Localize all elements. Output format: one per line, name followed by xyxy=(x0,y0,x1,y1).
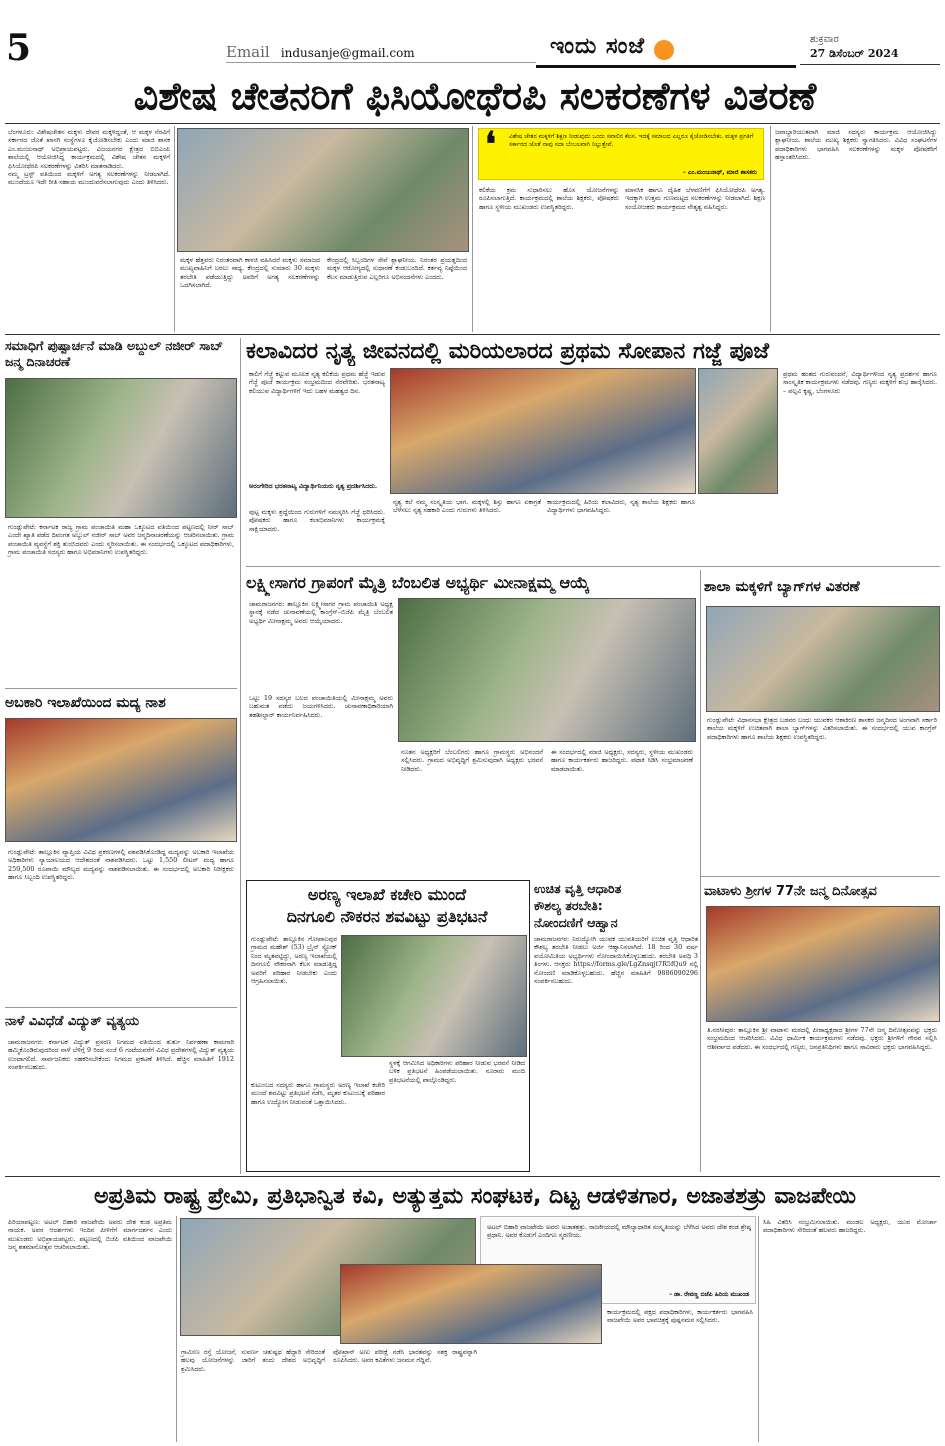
masthead-rule-left xyxy=(226,62,536,63)
vajpayee-quote-text: ಅಟಲ್ ಬಿಹಾರಿ ವಾಜಪೇಯಿ ಅವರು ಅಜಾತಶತ್ರು. ರಾಜಕೀಯದಲ್ಲಿ ಮೌಲ್ಯಾಧಾರಿತ ಸಂಸ್ಕೃತಿಯನ್ನು ಬೆಳೆಸಿದ ಅವರು ದೇಶ ಕಂಡ ಶ್ರೇಷ್ಠ ಪ್ರಧಾನಿ. ಅವರ ಕೊಡುಗೆ ಎಂದಿಗೂ ಸ್ಮರಣೀಯ. xyxy=(487,1223,751,1240)
lead-col6: ಜವಾಬ್ದಾರಿಯುತವಾಗಿ ಮಾಜಿ ಸದಸ್ಯರು ಕಾರ್ಯಕ್ರಮ ಆಯೋಜಿಸಿದ್ದು ಶ್ಲಾಘನೀಯ. ಶಾಲೆಯ ಮುಖ್ಯ ಶಿಕ್ಷಕರು ಸ್ವಾಗತಿಸಿದರು. ವಿವಿಧ ಸಂಘಟನೆಗಳ ಪದಾಧಿಕಾರಿಗಳು ಭಾಗವಹಿಸಿ ಸಲಕರಣೆಗಳನ್ನು ಮಕ್ಕಳ ಪೋಷಕರಿಗೆ ಹಸ್ತಾಂತರಿಸಿದರು. xyxy=(775,128,937,162)
dance-photo-stage xyxy=(698,368,778,494)
excise-headline: ಅಬಕಾರಿ ಇಲಾಖೆಯಿಂದ ಮದ್ಯ ನಾಶ xyxy=(5,695,166,711)
vajpayee-quote-author: – ಡಾ. ರೇವಣ್ಣ ಬಿಜೆಪಿ ಹಿರಿಯ ಮುಖಂಡ xyxy=(669,1291,749,1298)
samadhi-headline: ಸಮಾಧಿಗೆ ಪುಷ್ಪಾರ್ಚನೆ ಮಾಡಿ ಅಬ್ದುಲ್ ನಜೀರ್ ಸಾಬ್ ಜನ್ಮ ದಿನಾಚರಣೆ xyxy=(5,338,223,369)
masthead-date: 27 ಡಿಸೆಂಬರ್ 2024 xyxy=(810,47,899,60)
lakshmisagara-photo xyxy=(398,598,696,742)
dance-photo-group xyxy=(390,368,696,494)
lead-quote-author: – ಎಂ.ಮಂಜುನಾಥ್, ಮಾಜಿ ಶಾಸಕರು xyxy=(682,169,757,176)
lead-quote-box xyxy=(478,128,764,180)
lead-col3: ಕೇಂದ್ರದಲ್ಲಿ ಸಿಬ್ಬಂದಿಗಳ ಸೇವೆ ಶ್ಲಾಘನೀಯ. ನಿರಂತರ ಪ್ರಯತ್ನದಿಂದ ಮಕ್ಕಳ ಆರೋಗ್ಯದಲ್ಲಿ ಸುಧಾರಣೆ ಕಂಡುಬಂದಿದೆ. ಕರ್ತವ್ಯ ನಿಷ್ಠೆಯಿಂದ ಕೆಲಸ ಮಾಡುತ್ತಿರುವ ಎಲ್ಲರಿಗೂ ಅಭಿನಂದನೆಗಳು ಎಂದರು. xyxy=(327,256,467,281)
school-bags-text: ಗುಂಡ್ಲುಪೇಟೆ: ವಿಧಾನಸಭಾ ಕ್ಷೇತ್ರದ ಬಡವರ ಬಂಧು ಯುವಕರ ಆಶಾಕಿರಣ ಶಾಸಕರ ಜನ್ಮದಿನದ ಅಂಗವಾಗಿ ಸರ್ಕಾರಿ ಶಾಲೆಯ ಮಕ್ಕಳಿಗೆ ಉಚಿತವಾಗಿ ಶಾಲಾ ಬ್ಯಾಗ್‌ಗಳನ್ನು ವಿತರಿಸಲಾಯಿತು. ಈ ಸಂದರ್ಭದಲ್ಲಿ ಯುವ ಕಾಂಗ್ರೆಸ್ ಪದಾಧಿಕಾರಿಗಳು ಹಾಗೂ ಶಾಲೆಯ ಶಿಕ್ಷಕರು ಉಪಸ್ಥಿತರಿದ್ದರು. xyxy=(707,716,937,741)
vajpayee-col3: ಪೋಖ್ರಾನ್ ಅಣು ಪರೀಕ್ಷೆ ನಡೆಸಿ ಭಾರತವನ್ನು ಸಶಕ್ತ ರಾಷ್ಟ್ರವನ್ನಾಗಿ ರೂಪಿಸಿದರು. ಅವರ ಕವಿತೆಗಳು ಜನಮನ ಗೆದ್ದಿವೆ. xyxy=(333,1348,477,1365)
lakshmisagara-text4: ಈ ಸಂದರ್ಭದಲ್ಲಿ ಮಾಜಿ ಅಧ್ಯಕ್ಷರು, ಸದಸ್ಯರು, ಸ್ಥಳೀಯ ಮುಖಂಡರು ಹಾಗೂ ಕಾರ್ಯಕರ್ತರು ಹಾಜರಿದ್ದರು. ಪಟಾಕಿ ಸಿಡಿಸಿ ಸಂಭ್ರಮಾಚರಣೆ ಮಾಡಲಾಯಿತು. xyxy=(551,748,693,773)
masthead-day: ಶುಕ್ರವಾರ xyxy=(810,34,839,45)
quote-mark-icon: ❛ xyxy=(485,128,496,165)
forest-text3: ಸ್ಥಳಕ್ಕೆ ಆಗಮಿಸಿದ ಅಧಿಕಾರಿಗಳು ಪರಿಹಾರ ನೀಡುವ ಭರವಸೆ ನೀಡಿದ ಬಳಿಕ ಪ್ರತಿಭಟನೆ ಹಿಂಪಡೆಯಲಾಯಿತು. ನೂರಾರು ಮಂದಿ ಪ್ರತಿಭಟನೆಯಲ್ಲಿ ಪಾಲ್ಗೊಂಡಿದ್ದರು. xyxy=(389,1059,525,1084)
masthead-logo-text: ಇಂದು ಸಂಜೆ xyxy=(550,34,646,59)
samadhi-photo xyxy=(5,378,237,518)
lead-quote-text: ವಿಶೇಷ ಚೇತನ ಮಕ್ಕಳಿಗೆ ಶಿಕ್ಷಣ ನೀಡುವುದು ಒಂದು ಸವಾಲಿನ ಕೆಲಸ. ಇದಕ್ಕೆ ಸಮಾಜದ ಎಲ್ಲರೂ ಕೈಜೋಡಿಸಬೇಕು. ಮಕ್ಕಳ ಪ್ರಗತಿಗೆ ಸರ್ಕಾರದ ಜೊತೆ ನಾವು ಸದಾ ಬೆಂಬಲವಾಗಿ ನಿಲ್ಲುತ್ತೇವೆ. xyxy=(509,133,754,148)
page-number: 5 xyxy=(6,28,32,68)
skills-headline-3: ನೋಂದಣಿಗೆ ಆಹ್ವಾನ xyxy=(534,915,618,930)
vatal-headline: ವಾಟಾಳು ಶ್ರೀಗಳ 77ನೇ ಜನ್ಮ ದಿನೋತ್ಸವ xyxy=(704,884,877,899)
lead-col1: ಬೆಂಗಳೂರು: ವಿಶೇಷಚೇತನ ಮಕ್ಕಳು ದೇವರ ಮಕ್ಕಳಿದ್ದಂತೆ, ಆ ಮಕ್ಕಳ ನೆರವಿಗೆ ಸರ್ಕಾರದ ಜೊತೆ ಖಾಸಗಿ ಸಂಸ್ಥೆಗಳೂ ಕೈಜೋಡಿಸಬೇಕು ಎಂದು ಮಾಜಿ ಶಾಸಕ ಎಂ.ಮಂಜುನಾಥ್ ಅಭಿಪ್ರಾಯಪಟ್ಟರು. ವಿಜಯನಗರ ಕ್ಷೇತ್ರದ ಬಿಬಿಎಂಪಿ ಶಾಲೆಯಲ್ಲಿ ಆಯೋಜಿಸಿದ್ದ ಕಾರ್ಯಕ್ರಮದಲ್ಲಿ ವಿಶೇಷ ಚೇತನ ಮಕ್ಕಳಿಗೆ ಫಿಸಿಯೋಥೆರಪಿ ಸಲಕರಣೆಗಳನ್ನು ವಿತರಿಸಿ ಮಾತನಾಡಿದರು. ನಮ್ಮ ಟ್ರಸ್ಟ್ ವತಿಯಿಂದ ಮಕ್ಕಳಿಗೆ ಅಗತ್ಯ ಸಲಕರಣೆಗಳನ್ನು ನೀಡಲಾಗಿದೆ. ಮುಂದೆಯೂ ಇದೇ ರೀತಿ ಸಹಾಯ ಮುಂದುವರೆಸಲಾಗುವುದು ಎಂದು ತಿಳಿಸಿದರು. xyxy=(8,128,170,187)
vatal-text: ತಿ.ನರಸೀಪುರ: ತಾಲ್ಲೂಕಿನ ಶ್ರೀ ವಾಟಾಳು ಮಠದಲ್ಲಿ ಪೀಠಾಧ್ಯಕ್ಷರಾದ ಶ್ರೀಗಳ 77ನೇ ಜನ್ಮ ದಿನೋತ್ಸವವನ್ನು ಭಕ್ತರು ಸಂಭ್ರಮದಿಂದ ಆಚರಿಸಿದರು. ವಿವಿಧ ಧಾರ್ಮಿಕ ಕಾರ್ಯಕ್ರಮಗಳು ನಡೆದವು. ಭಕ್ತರು ಶ್ರೀಗಳಿಗೆ ಗೌರವ ಸಲ್ಲಿಸಿ ಆಶೀರ್ವಾದ ಪಡೆದರು. ಈ ಸಂದರ್ಭದಲ್ಲಿ ಗಣ್ಯರು, ಜನಪ್ರತಿನಿಧಿಗಳು ಹಾಗೂ ಸಾವಿರಾರು ಭಕ್ತರು ಭಾಗವಹಿಸಿದ್ದರು. xyxy=(707,1026,937,1051)
forest-text2: ಕುಟುಂಬದ ಸದಸ್ಯರು ಹಾಗೂ ಗ್ರಾಮಸ್ಥರು ಅರಣ್ಯ ಇಲಾಖೆ ಕಚೇರಿ ಮುಂದೆ ಶವವಿಟ್ಟು ಪ್ರತಿಭಟನೆ ನಡೆಸಿ, ಮೃತರ ಕುಟುಂಬಕ್ಕೆ ಪರಿಹಾರ ಹಾಗೂ ಉದ್ಯೋಗ ನೀಡುವಂತೆ ಒತ್ತಾಯಿಸಿದರು. xyxy=(251,1081,385,1106)
lead-rule xyxy=(5,123,940,124)
lakshmisagara-text2: ಒಟ್ಟು 19 ಸದಸ್ಯರ ಬಲದ ಪಂಚಾಯಿತಿಯಲ್ಲಿ ಮೀನಾಕ್ಷಮ್ಮ ಅವರು ಬಹುಮತ ಪಡೆದು ಜಯಗಳಿಸಿದರು. ಚುನಾವಣಾಧಿಕಾರಿಯಾಗಿ ತಹಶೀಲ್ದಾರ್ ಕಾರ್ಯನಿರ್ವಹಿಸಿದರು. xyxy=(249,694,393,719)
masthead-rule-right xyxy=(800,64,940,65)
dance-text3: ನೃತ್ಯ ಕಲೆ ನಮ್ಮ ಸಂಸ್ಕೃತಿಯ ಭಾಗ. ಮಕ್ಕಳಲ್ಲಿ ಶಿಸ್ತು ಹಾಗೂ ಏಕಾಗ್ರತೆ ಬೆಳೆಸಲು ನೃತ್ಯ ಸಹಕಾರಿ ಎಂದು ಗುರುಗಳು ತಿಳಿಸಿದರು. xyxy=(393,498,541,515)
power-headline: ನಾಳೆ ವಿವಿಧೆಡೆ ವಿದ್ಯುತ್ ವ್ಯತ್ಯಯ xyxy=(5,1014,140,1029)
dance-text2: ಪುಟ್ಟ ಮಕ್ಕಳು ಶ್ರದ್ಧೆಯಿಂದ ಗುರುಗಳಿಗೆ ನಮಸ್ಕರಿಸಿ ಗೆಜ್ಜೆ ಧರಿಸಿದರು. ಪೋಷಕರು ಹಾಗೂ ಕಲಾಭಿಮಾನಿಗಳು ಕಾರ್ಯಕ್ರಮಕ್ಕೆ ಸಾಕ್ಷಿಯಾದರು. xyxy=(249,508,385,533)
school-bags-photo xyxy=(706,606,940,712)
forest-text1: ಗುಂಡ್ಲುಪೇಟೆ: ತಾಲ್ಲೂಕಿನ ಗೋಪಾಲಪುರ ಗ್ರಾಮದ ಮಹೇಶ್ (53) ಬ್ರೈನ್ ಸ್ಟ್ರೋಕ್ ನಿಂದ ಮೃತಪಟ್ಟಿದ್ದು, ಅರಣ್ಯ ಇಲಾಖೆಯಲ್ಲಿ ದಿನಗೂಲಿ ನೌಕರನಾಗಿ ಕೆಲಸ ಮಾಡುತ್ತಿದ್ದ ಅವರಿಗೆ ಪರಿಹಾರ ನೀಡಬೇಕು ಎಂದು ಆಗ್ರಹಿಸಲಾಯಿತು. xyxy=(251,935,337,986)
vatal-photo xyxy=(706,906,940,1022)
forest-box xyxy=(246,880,530,1172)
skills-block xyxy=(534,880,698,1172)
excise-photo xyxy=(5,718,237,842)
lead-col5: ಮಾನಸಿಕ ಹಾಗೂ ದೈಹಿಕ ಬೆಳವಣಿಗೆಗೆ ಫಿಸಿಯೋಥೆರಪಿ ಅಗತ್ಯ. ಇದಕ್ಕಾಗಿ ಉತ್ತಮ ಗುಣಮಟ್ಟದ ಸಲಕರಣೆಗಳನ್ನು ನೀಡಲಾಗಿದೆ. ಶಿಕ್ಷಣ ಸಂಯೋಜಕರು ಕಾರ್ಯಕ್ರಮದ ನೇತೃತ್ವ ವಹಿಸಿದ್ದರು. xyxy=(625,186,765,211)
school-bags-headline: ಶಾಲಾ ಮಕ್ಕಳಿಗೆ ಬ್ಯಾಗ್‌ಗಳ ವಿತರಣೆ xyxy=(704,579,860,595)
skills-headline-1: ಉಚಿತ ವೃತ್ತಿ ಆಧಾರಿತ xyxy=(534,881,622,896)
vajpayee-headline: ಅಪ್ರತಿಮ ರಾಷ್ಟ್ರ ಪ್ರೇಮಿ, ಪ್ರತಿಭಾನ್ವಿತ ಕವಿ, ಅತ್ಯುತ್ತಮ ಸಂಘಟಕ, ದಿಟ್ಟ ಆಡಳಿತಗಾರ, ಅಜಾತಶತ್ರು ವಾಜಪೇಯಿ xyxy=(93,1184,857,1209)
lakshmisagara-text3: ನೂತನ ಅಧ್ಯಕ್ಷರಿಗೆ ಬೆಂಬಲಿಗರು ಹಾಗೂ ಗ್ರಾಮಸ್ಥರು ಅಭಿನಂದನೆ ಸಲ್ಲಿಸಿದರು. ಗ್ರಾಮದ ಅಭಿವೃದ್ಧಿಗೆ ಶ್ರಮಿಸುವುದಾಗಿ ಅಧ್ಯಕ್ಷರು ಭರವಸೆ ನೀಡಿದರು. xyxy=(401,748,543,773)
lead-col4: ಕಲಿಕೆಯ ಕ್ರಮ ಸುಧಾರಿಸಲು ಹೊಸ ಯೋಜನೆಗಳನ್ನು ರೂಪಿಸಲಾಗುತ್ತಿದೆ. ಕಾರ್ಯಕ್ರಮದಲ್ಲಿ ಶಾಲೆಯ ಶಿಕ್ಷಕರು, ಪೋಷಕರು ಹಾಗೂ ಸ್ಥಳೀಯ ಮುಖಂಡರು ಉಪಸ್ಥಿತರಿದ್ದರು. xyxy=(479,186,619,211)
vajpayee-col4: ಕಾರ್ಯಕ್ರಮದಲ್ಲಿ ಪಕ್ಷದ ಪದಾಧಿಕಾರಿಗಳು, ಕಾರ್ಯಕರ್ತರು ಭಾಗವಹಿಸಿ ವಾಜಪೇಯಿ ಅವರ ಭಾವಚಿತ್ರಕ್ಕೆ ಪುಷ್ಪನಮನ ಸಲ್ಲಿಸಿದರು. xyxy=(607,1308,753,1325)
dance-text5: ಪ್ರಥಮ ಹಂತದ ಗುರುವಂದನೆ, ವಿದ್ಯಾರ್ಥಿಗಳಿಂದ ನೃತ್ಯ ಪ್ರದರ್ಶನ ಹಾಗೂ ಸಾಂಸ್ಕೃತಿಕ ಕಾರ್ಯಕ್ರಮಗಳು ನಡೆದವು. ಗಣ್ಯರು ಮಕ್ಕಳಿಗೆ ಶುಭ ಹಾರೈಸಿದರು. – ಪಲ್ಲವಿ ಕೃಷ್ಣ, ಬೆಂಗಳೂರು xyxy=(783,370,937,395)
vajpayee-col5: ಸಿಹಿ ವಿತರಿಸಿ ಸಂಭ್ರಮಿಸಲಾಯಿತು. ಮಂಡಲ ಅಧ್ಯಕ್ಷರು, ಯುವ ಮೋರ್ಚಾ ಪದಾಧಿಕಾರಿಗಳು ಸೇರಿದಂತೆ ಹಲವರು ಹಾಜರಿದ್ದರು. xyxy=(763,1218,937,1235)
email-line xyxy=(226,42,486,62)
lakshmisagara-text1: ಚಾಮರಾಜನಗರ: ತಾಲ್ಲೂಕಿನ ಲಕ್ಷ್ಮೀಸಾಗರ ಗ್ರಾಮ ಪಂಚಾಯಿತಿ ಅಧ್ಯಕ್ಷ ಸ್ಥಾನಕ್ಕೆ ನಡೆದ ಚುನಾವಣೆಯಲ್ಲಿ ಕಾಂಗ್ರೆಸ್–ಬಿಜೆಪಿ ಮೈತ್ರಿ ಬೆಂಬಲಿತ ಅಭ್ಯರ್ಥಿ ಮೀನಾಕ್ಷಮ್ಮ ಅವರು ಆಯ್ಕೆಯಾದರು. xyxy=(249,600,393,625)
dance-text1: ಕಾಲಿಗೆ ಗೆಜ್ಜೆ ಕಟ್ಟುವ ಮೂಲಕ ನೃತ್ಯ ಕಲಿಕೆಯ ಪ್ರಥಮ ಹೆಜ್ಜೆ ಇಡುವ ಗೆಜ್ಜೆ ಪೂಜೆ ಕಾರ್ಯಕ್ರಮ ಸಂಭ್ರಮದಿಂದ ನೆರವೇರಿತು. ಭರತನಾಟ್ಯ ಕಲಿಯುವ ವಿದ್ಯಾರ್ಥಿಗಳಿಗೆ ಇದು ಬಹಳ ಮಹತ್ವದ ದಿನ. xyxy=(249,370,385,395)
email-label: Email xyxy=(226,43,270,61)
dance-text4: ಕಾರ್ಯಕ್ರಮದಲ್ಲಿ ಹಿರಿಯ ಕಲಾವಿದರು, ನೃತ್ಯ ಶಾಲೆಯ ಶಿಕ್ಷಕರು ಹಾಗೂ ವಿದ್ಯಾರ್ಥಿಗಳು ಭಾಗವಹಿಸಿದ್ದರು. xyxy=(547,498,695,515)
vajpayee-col2: ಗ್ರಾಮೀಣ ರಸ್ತೆ ಯೋಜನೆ, ಸುವರ್ಣ ಚತುಷ್ಪಥ ಹೆದ್ದಾರಿ ಸೇರಿದಂತೆ ಹಲವು ಯೋಜನೆಗಳನ್ನು ಜಾರಿಗೆ ತಂದು ದೇಶದ ಅಭಿವೃದ್ಧಿಗೆ ಶ್ರಮಿಸಿದರು. xyxy=(181,1348,325,1373)
excise-text: ಗುಂಡ್ಲುಪೇಟೆ: ತಾಲ್ಲೂಕಿನ ವ್ಯಾಪ್ತಿಯ ವಿವಿಧ ಪ್ರಕರಣಗಳಲ್ಲಿ ವಶಪಡಿಸಿಕೊಂಡಿದ್ದ ಮದ್ಯವನ್ನು ಅಬಕಾರಿ ಇಲಾಖೆಯ ಅಧಿಕಾರಿಗಳು ನ್ಯಾಯಾಲಯದ ಆದೇಶದಂತೆ ನಾಶಪಡಿಸಿದರು. ಒಟ್ಟು 1,550 ಲೀಟರ್ ಮದ್ಯ ಹಾಗೂ 259,500 ರೂಪಾಯಿ ಮೌಲ್ಯದ ಮದ್ಯವನ್ನು ನಾಶಪಡಿಸಲಾಯಿತು. ಈ ಸಂದರ್ಭದಲ್ಲಿ ಅಬಕಾರಿ ನಿರೀಕ್ಷಕರು ಹಾಗೂ ಸಿಬ್ಬಂದಿ ಉಪಸ್ಥಿತರಿದ್ದರು. xyxy=(8,848,234,882)
vajpayee-photo-2 xyxy=(340,1264,602,1344)
email-address[interactable]: indusanje@gmail.com xyxy=(280,46,415,60)
masthead-logo xyxy=(536,32,796,68)
sun-icon xyxy=(654,40,674,60)
skills-text: ಚಾಮರಾಜನಗರ: ನಿರುದ್ಯೋಗಿ ಯುವಕ ಯುವತಿಯರಿಗೆ ಉಚಿತ ವೃತ್ತಿ ಆಧಾರಿತ ಕೌಶಲ್ಯ ತರಬೇತಿ ನೀಡಲು ಅರ್ಜಿ ಆಹ್ವಾನಿಸಲಾಗಿದೆ. 18 ರಿಂದ 30 ವರ್ಷ ವಯೋಮಿತಿಯ ಅಭ್ಯರ್ಥಿಗಳು ನೋಂದಾಯಿಸಿಕೊಳ್ಳಬಹುದು. ತರಬೇತಿ ಅವಧಿ 3 ತಿಂಗಳು. ಆಸಕ್ತರು https://forms.gle/LgZnsqjt7R5fQu9 ನಲ್ಲಿ ನೋಂದಣಿ ಮಾಡಿಕೊಳ್ಳಬಹುದು. ಹೆಚ್ಚಿನ ಮಾಹಿತಿಗೆ 9886090296 ಸಂಪರ್ಕಿಸಬಹುದು. xyxy=(534,935,698,986)
vajpayee-col1: ಪಿರಿಯಾಪಟ್ಟಣ: ಅಟಲ್ ಬಿಹಾರಿ ವಾಜಪೇಯಿ ಅವರು ದೇಶ ಕಂಡ ಅಪ್ರತಿಮ ನಾಯಕ. ಅವರ ಆದರ್ಶಗಳು ಇಂದಿನ ಪೀಳಿಗೆಗೆ ಮಾರ್ಗದರ್ಶನ ಎಂದು ಮುಖಂಡರು ಅಭಿಪ್ರಾಯಪಟ್ಟರು. ಪಟ್ಟಣದಲ್ಲಿ ಬಿಜೆಪಿ ವತಿಯಿಂದ ವಾಜಪೇಯಿ ಜನ್ಮ ಶತಮಾನೋತ್ಸವ ಆಚರಿಸಲಾಯಿತು. xyxy=(8,1218,172,1252)
dance-caption: ಅರಂಗೇರಿದ ಭರತನಾಟ್ಯ ವಿದ್ಯಾರ್ಥಿನಿಯರು ನೃತ್ಯ ಪ್ರದರ್ಶಿಸಿದರು. xyxy=(249,482,378,490)
forest-headline-1: ಅರಣ್ಯ ಇಲಾಖೆ ಕಚೇರಿ ಮುಂದೆ xyxy=(307,885,467,904)
forest-photo xyxy=(341,935,527,1057)
forest-headline-2: ದಿನಗೂಲಿ ನೌಕರನ ಶವವಿಟ್ಟು ಪ್ರತಿಭಟನೆ xyxy=(286,907,488,926)
lead-headline: ವಿಶೇಷ ಚೇತನರಿಗೆ ಫಿಸಿಯೋಥೆರಪಿ ಸಲಕರಣೆಗಳ ವಿತರಣೆ xyxy=(133,74,817,118)
lakshmisagara-headline: ಲಕ್ಷ್ಮೀಸಾಗರ ಗ್ರಾಪಂಗೆ ಮೈತ್ರಿ ಬೆಂಬಲಿತ ಅಭ್ಯರ್ಥಿ ಮೀನಾಕ್ಷಮ್ಮ ಆಯ್ಕೆ xyxy=(246,573,590,592)
lead-col2: ಮಕ್ಕಳ ಹೆತ್ತವರು ನಿರಂತರವಾಗಿ ಕಾಳಜಿ ವಹಿಸಿದರೆ ಮಕ್ಕಳು ಸಮಾಜದ ಮುಖ್ಯವಾಹಿನಿಗೆ ಬರಲು ಸಾಧ್ಯ. ಕೇಂದ್ರದಲ್ಲಿ ಸುಮಾರು 30 ಮಕ್ಕಳು ತರಬೇತಿ ಪಡೆಯುತ್ತಿದ್ದು ಅವರಿಗೆ ಅಗತ್ಯ ಸಲಕರಣೆಗಳನ್ನು ಒದಗಿಸಲಾಗಿದೆ. xyxy=(180,256,320,290)
samadhi-text: ಗುಂಡ್ಲುಪೇಟೆ: ಕರ್ನಾಟಕ ರಾಜ್ಯ ಗ್ರಾಮ ಪಂಚಾಯಿತಿ ಮಹಾ ಒಕ್ಕೂಟದ ವತಿಯಿಂದ ಪಟ್ಟಣದಲ್ಲಿ ನೀರ್ ಸಾಬ್ ಎಂದೇ ಖ್ಯಾತಿ ಪಡೆದ ದಿವಂಗತ ಅಬ್ದುಲ್ ನಜೀರ್ ಸಾಬ್ ಅವರ ಜನ್ಮದಿನಾಚರಣೆಯನ್ನು ಆಚರಿಸಲಾಯಿತು. ಗ್ರಾಮ ಪಂಚಾಯಿತಿ ವ್ಯವಸ್ಥೆಗೆ ಶಕ್ತಿ ತುಂಬಿದವರು ಎಂದು ಸ್ಮರಿಸಲಾಯಿತು. ಈ ಸಂದರ್ಭದಲ್ಲಿ ಒಕ್ಕೂಟದ ಪದಾಧಿಕಾರಿಗಳು, ಗ್ರಾಮ ಪಂಚಾಯಿತಿ ಸದಸ್ಯರು ಹಾಗೂ ಅಭಿಮಾನಿಗಳು ಉಪಸ್ಥಿತರಿದ್ದರು. xyxy=(8,523,234,557)
skills-headline-2: ಕೌಶಲ್ಯ ತರಬೇತಿ: xyxy=(534,898,603,913)
dance-headline: ಕಲಾವಿದರ ನೃತ್ಯ ಜೀವನದಲ್ಲಿ ಮರಿಯಲಾರದ ಪ್ರಥಮ ಸೋಪಾನ ಗಜ್ಜೆ ಪೂಜೆ xyxy=(246,339,770,364)
lead-photo xyxy=(177,128,469,252)
power-text: ಚಾಮರಾಜನಗರ: ಕರ್ನಾಟಕ ವಿದ್ಯುತ್ ಪ್ರಸರಣ ನಿಗಮದ ವತಿಯಿಂದ ತುರ್ತು ನಿರ್ವಹಣಾ ಕಾಮಗಾರಿ ಹಮ್ಮಿಕೊಂಡಿರುವುದರಿಂದ ನಾಳೆ ಬೆಳಿಗ್ಗೆ 9 ರಿಂದ ಸಂಜೆ 6 ಗಂಟೆಯವರೆಗೆ ವಿವಿಧ ಪ್ರದೇಶಗಳಲ್ಲಿ ವಿದ್ಯುತ್ ವ್ಯತ್ಯಯ ಉಂಟಾಗಲಿದೆ. ಸಾರ್ವಜನಿಕರು ಸಹಕರಿಸಬೇಕೆಂದು ನಿಗಮದ ಪ್ರಕಟಣೆ ತಿಳಿಸಿದೆ. ಹೆಚ್ಚಿನ ಮಾಹಿತಿಗೆ 1912 ಸಂಪರ್ಕಿಸಬಹುದು. xyxy=(8,1038,234,1072)
